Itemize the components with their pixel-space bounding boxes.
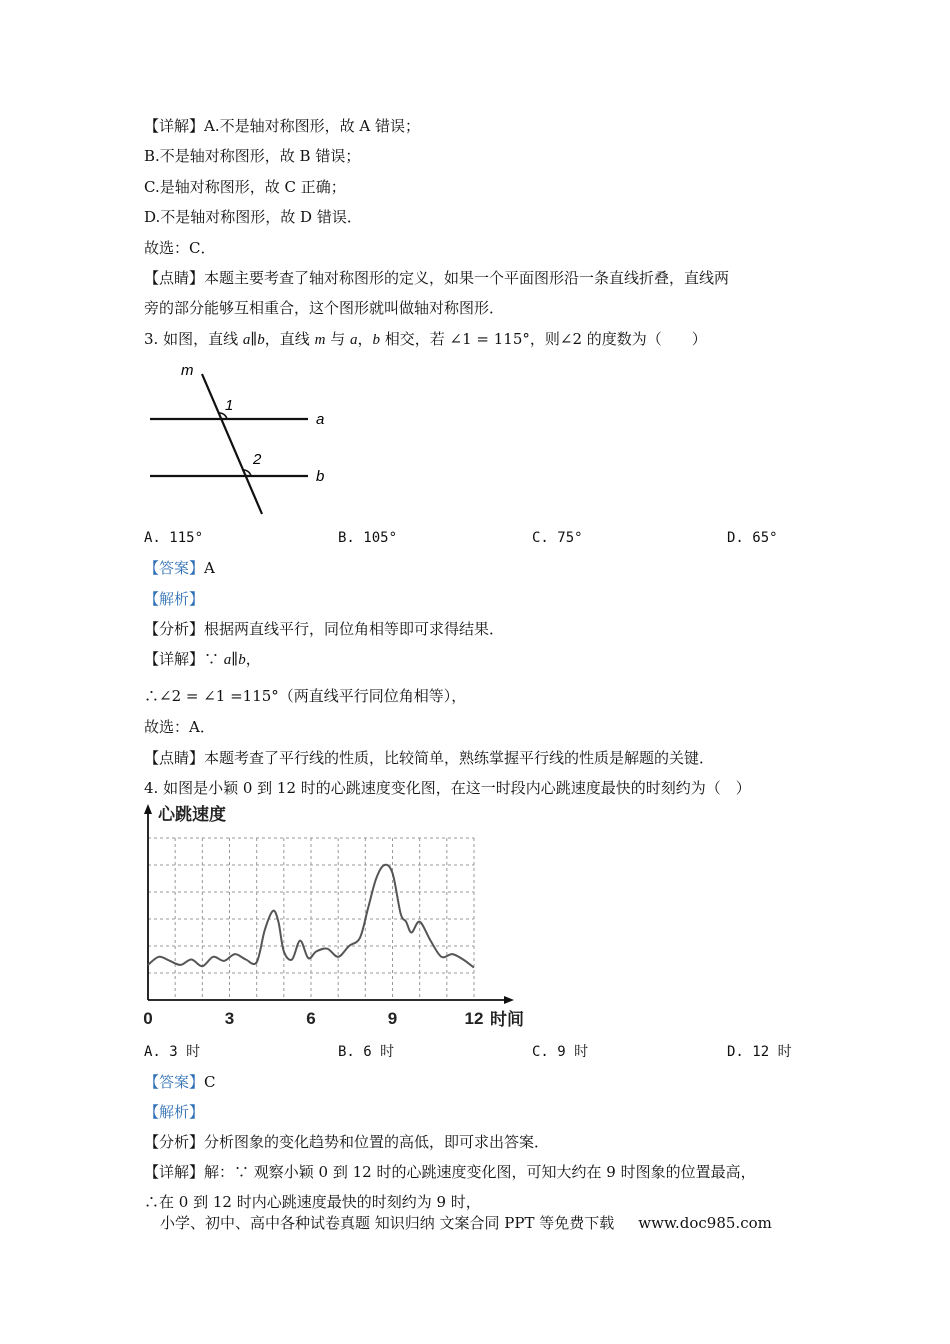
q3-option-c: C. 75°: [532, 530, 583, 546]
q4-fenxi: [144, 1132, 549, 1152]
q2-comment-line-1: [144, 268, 729, 288]
q3-detail-because: ∵: [204, 650, 224, 668]
q3-comment-text: 本题考查了平行线的性质，比较简单，熟练掌握平行线的性质是解题的关键．: [204, 749, 715, 767]
q2-detail-text-a: A.不是轴对称图形，故 A 错误；: [204, 117, 420, 135]
q3-stem-e: 相交，若: [379, 330, 450, 348]
q3-option-d: D. 65°: [727, 530, 778, 546]
label-b: b: [316, 468, 325, 485]
q3-stem-a: 3. 如图，直线: [144, 330, 243, 348]
q3-choose: 故选：A．: [144, 718, 215, 736]
comment-tag: 【点睛】: [144, 269, 205, 287]
q3-answer-value: A: [204, 559, 215, 577]
detail-tag: 【详解】: [144, 1163, 205, 1181]
q3-stem-m: m: [314, 332, 326, 348]
q2-comment-line-2: 旁的部分能够互相重合，这个图形就叫做轴对称图形．: [144, 299, 505, 317]
q3-stem-angle: ∠1 = 115°: [449, 330, 530, 348]
q3-stem-c: 与: [325, 330, 350, 348]
label-1: 1: [225, 397, 234, 414]
fenxi-tag: 【分析】: [144, 1133, 205, 1151]
q2-detail-line-d: D.不是轴对称图形，故 D 错误．: [144, 208, 362, 226]
x-tick-label: 3: [224, 1009, 235, 1028]
q3-analysis-tag: 【解析】: [144, 590, 205, 608]
x-axis-arrow: [504, 996, 514, 1004]
q3-stem: [144, 329, 707, 350]
answer-tag: 【答案】: [144, 559, 205, 577]
q3-stem-d: ，: [357, 330, 373, 348]
q3-therefore: ∴∠2 = ∠1 =115°（两直线平行同位角相等），: [144, 687, 467, 705]
line-m: [202, 374, 262, 514]
answer-tag: 【答案】: [144, 1073, 205, 1091]
x-tick-label: 0: [143, 1009, 153, 1028]
detail-tag: 【详解】: [144, 117, 205, 135]
q2-comment-text-1: 本题主要考查了轴对称图形的定义，如果一个平面图形沿一条直线折叠，直线两: [204, 269, 730, 287]
q3-stem-f: ，则∠2 的度数为（ ）: [529, 330, 707, 348]
q3-stem-a2: a: [349, 332, 358, 348]
chart-grid: [148, 838, 474, 1000]
heart-rate-chart: [138, 800, 538, 1032]
x-tick-label: 6: [306, 1009, 316, 1028]
x-tick-labels: [143, 1009, 483, 1028]
q4-stem: 4. 如图是小颖 0 到 12 时的心跳速度变化图，在这一时段内心跳速度最快的时刻约为（ ）: [144, 779, 751, 797]
label-2: 2: [253, 451, 262, 468]
footer-url: www.doc985.com: [638, 1214, 772, 1232]
q4-therefore: ∴在 0 到 12 时内心跳速度最快的时刻约为 9 时，: [144, 1193, 481, 1211]
y-axis-label: 心跳速度: [158, 805, 226, 824]
q3-option-a: A. 115°: [144, 530, 204, 546]
q3-comment: [144, 748, 714, 768]
page-footer: [160, 1213, 772, 1233]
detail-tag: 【详解】: [144, 650, 205, 668]
q3-detail-math: a∥b: [223, 652, 246, 668]
label-a: a: [316, 411, 325, 428]
q4-detail: [144, 1162, 756, 1182]
q3-detail: [144, 649, 261, 670]
label-m: m: [181, 362, 194, 379]
q4-option-b: B. 6 时: [338, 1044, 395, 1060]
q2-detail-line-b: B.不是轴对称图形，故 B 错误；: [144, 147, 361, 165]
q3-stem-math: a∥b: [242, 332, 265, 348]
q4-option-d: D. 12 时: [727, 1044, 792, 1060]
q3-parallel-lines-figure: [140, 360, 340, 520]
q4-analysis-tag: 【解析】: [144, 1103, 205, 1121]
x-tick-label: 12: [464, 1009, 484, 1028]
q3-detail-end: ，: [245, 650, 261, 668]
x-axis-label: 时间: [490, 1010, 524, 1029]
y-axis-arrow: [144, 804, 152, 814]
q3-stem-b: ，直线: [264, 330, 315, 348]
comment-tag: 【点睛】: [144, 749, 205, 767]
q4-answer: [144, 1072, 216, 1092]
q3-fenxi-text: 根据两直线平行，同位角相等即可求得结果．: [204, 620, 505, 638]
q2-detail-line-c: C.是轴对称图形，故 C 正确；: [144, 178, 346, 196]
q3-option-b: B. 105°: [338, 530, 398, 546]
fenxi-tag: 【分析】: [144, 620, 205, 638]
q4-option-c: C. 9 时: [532, 1044, 589, 1060]
q4-option-a: A. 3 时: [144, 1044, 201, 1060]
q3-answer: [144, 558, 215, 578]
q2-choose: 故选：C．: [144, 239, 216, 257]
q3-stem-b2: b: [372, 332, 380, 348]
footer-text: 小学、初中、高中各种试卷真题 知识归纳 文案合同 PPT 等免费下载: [160, 1214, 615, 1232]
q4-fenxi-text: 分析图象的变化趋势和位置的高低，即可求出答案．: [204, 1133, 550, 1151]
q4-detail-text: 解：∵ 观察小颖 0 到 12 时的心跳速度变化图，可知大约在 9 时图象的位置最高，: [204, 1163, 756, 1181]
q4-answer-value: C: [204, 1073, 216, 1091]
q2-detail-line-a: [144, 116, 420, 136]
x-tick-label: 9: [387, 1009, 398, 1028]
q3-fenxi: [144, 619, 504, 639]
